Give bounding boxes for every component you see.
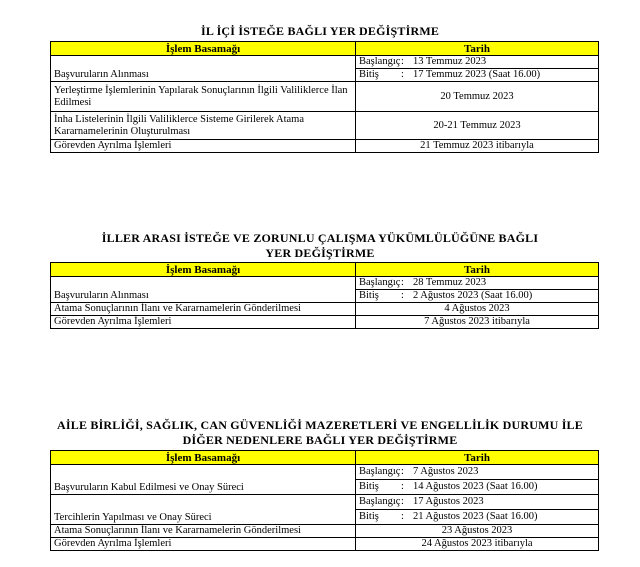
date-cell: 20-21 Temmuz 2023: [356, 112, 599, 140]
start-label: Başlangıç: [359, 277, 401, 288]
end-value: 2 Ağustos 2023 (Saat 16.00): [413, 290, 533, 301]
date-range-cell: Başlangıç : 7 Ağustos 2023 Bitiş : 14 Ağustos 2023 (Saat 16.00): [356, 465, 599, 495]
date-cell: 7 Ağustos 2023 itibarıyla: [356, 316, 599, 329]
end-value: 14 Ağustos 2023 (Saat 16.00): [413, 481, 538, 492]
header-step: İşlem Basamağı: [51, 451, 356, 465]
header-step: İşlem Basamağı: [51, 263, 356, 277]
section-3-title: [0, 418, 640, 448]
header-date: Tarih: [356, 42, 599, 56]
section-3-title-line2: DİĞER NEDENLERE BAĞLI YER DEĞİŞTİRME: [182, 433, 458, 447]
end-label: Bitiş: [359, 511, 379, 522]
start-value: 13 Temmuz 2023: [413, 56, 487, 67]
table-row: [51, 112, 599, 140]
table-row: [51, 495, 599, 525]
start-value: 7 Ağustos 2023: [413, 466, 479, 477]
step-cell: Görevden Ayrılma İşlemleri: [51, 140, 356, 153]
end-label: Bitiş: [359, 481, 379, 492]
date-cell: 20 Temmuz 2023: [356, 82, 599, 112]
table-row: [51, 525, 599, 538]
start-label: Başlangıç: [359, 466, 401, 477]
step-cell: Başvuruların Alınması: [51, 56, 356, 82]
step-cell: Görevden Ayrılma İşlemleri: [51, 316, 356, 329]
step-cell: Başvuruların Alınması: [51, 277, 356, 303]
table-row: [51, 538, 599, 551]
date-cell: 23 Ağustos 2023: [356, 525, 599, 538]
table-row: [51, 56, 599, 82]
step-cell: Başvuruların Kabul Edilmesi ve Onay Süreci: [51, 465, 356, 495]
table-row: [51, 303, 599, 316]
end-label: Bitiş: [359, 290, 379, 301]
step-cell: İnha Listelerinin İlgili Valiliklerce Sisteme Girilerek Atama Kararnamelerinin Oluşturulması: [51, 112, 356, 140]
section-1-title: İL İÇİ İSTEĞE BAĞLI YER DEĞİŞTİRME: [200, 24, 440, 38]
table-row: [51, 465, 599, 495]
section-2-title: [0, 231, 640, 261]
table-row: [51, 277, 599, 303]
section-2-title-line1: İLLER ARASI İSTEĞE VE ZORUNLU ÇALIŞMA YÜKÜMLÜLÜĞÜNE BAĞLI: [101, 231, 539, 245]
end-label: Bitiş: [359, 69, 379, 80]
date-cell: 21 Temmuz 2023 itibarıyla: [356, 140, 599, 153]
table-row: [51, 316, 599, 329]
start-label: Başlangıç: [359, 496, 401, 507]
date-cell: 4 Ağustos 2023: [356, 303, 599, 316]
start-value: 17 Ağustos 2023: [413, 496, 484, 507]
step-cell: Atama Sonuçlarının İlanı ve Kararnamelerin Gönderilmesi: [51, 525, 356, 538]
section-2-title-line2: YER DEĞİŞTİRME: [265, 246, 375, 260]
header-date: Tarih: [356, 263, 599, 277]
step-cell: Atama Sonuçlarının İlanı ve Kararnamelerin Gönderilmesi: [51, 303, 356, 316]
section-1-table: [50, 41, 599, 153]
start-label: Başlangıç: [359, 56, 401, 67]
table-row: [51, 140, 599, 153]
section-2-table: [50, 262, 599, 329]
section-3-title-line1: AİLE BİRLİĞİ, SAĞLIK, CAN GÜVENLİĞİ MAZERETLERİ VE ENGELLİLİK DURUMU İLE: [57, 418, 583, 432]
step-cell: Yerleştirme İşlemlerinin Yapılarak Sonuçlarının İlgili Valiliklerce İlan Edilmesi: [51, 82, 356, 112]
date-range-cell: Başlangıç : 13 Temmuz 2023 Bitiş : 17 Temmuz 2023 (Saat 16.00): [356, 56, 599, 82]
header-date: Tarih: [356, 451, 599, 465]
date-range-cell: Başlangıç : 17 Ağustos 2023 Bitiş : 21 Ağustos 2023 (Saat 16.00): [356, 495, 599, 525]
start-value: 28 Temmuz 2023: [413, 277, 487, 288]
table-row: [51, 82, 599, 112]
step-cell: Görevden Ayrılma İşlemleri: [51, 538, 356, 551]
end-value: 17 Temmuz 2023 (Saat 16.00): [413, 69, 541, 80]
section-3-table: [50, 450, 599, 551]
end-value: 21 Ağustos 2023 (Saat 16.00): [413, 511, 538, 522]
step-cell: Tercihlerin Yapılması ve Onay Süreci: [51, 495, 356, 525]
date-range-cell: Başlangıç : 28 Temmuz 2023 Bitiş : 2 Ağustos 2023 (Saat 16.00): [356, 277, 599, 303]
header-step: İşlem Basamağı: [51, 42, 356, 56]
date-cell: 24 Ağustos 2023 itibarıyla: [356, 538, 599, 551]
